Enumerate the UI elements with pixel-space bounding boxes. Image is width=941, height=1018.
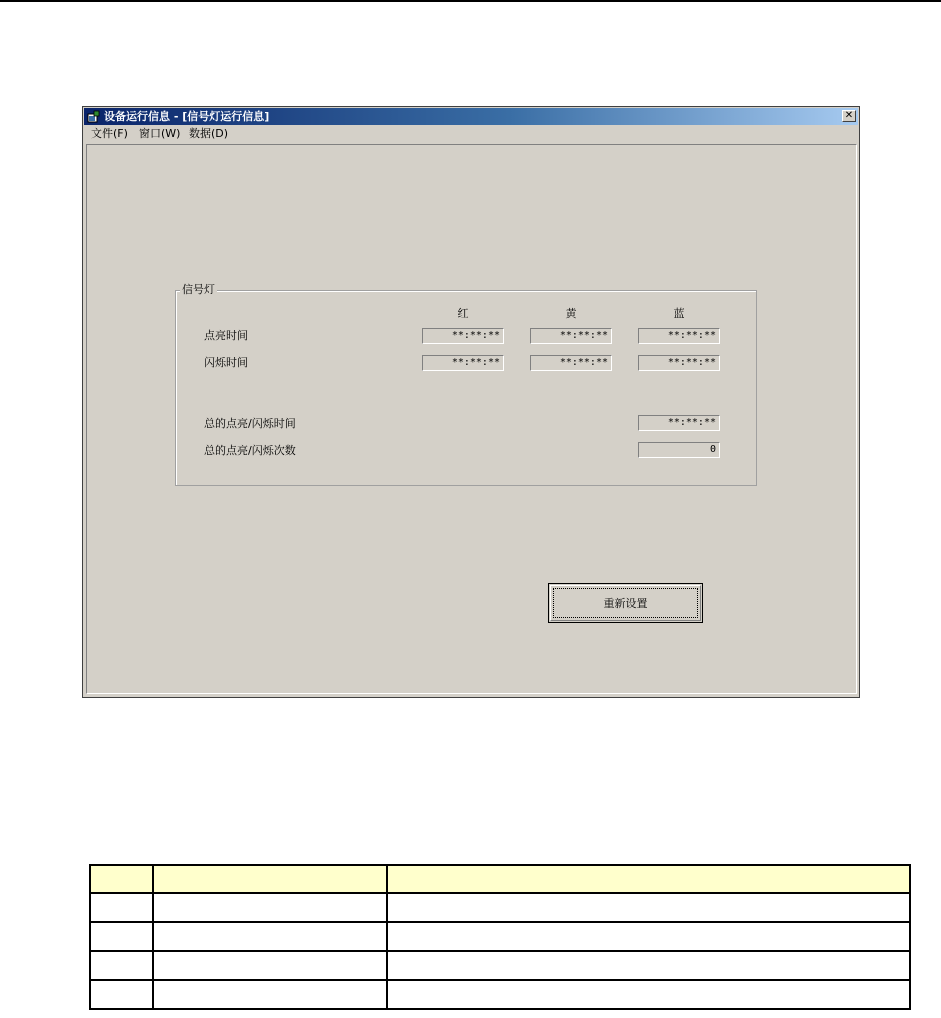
column-red: 红 xyxy=(457,307,469,320)
total-count-label: 总的点亮/闪烁次数 xyxy=(204,444,296,457)
total-count-field: 0 xyxy=(638,442,720,458)
total-time-field: **:**:** xyxy=(638,415,720,431)
info-table xyxy=(89,864,911,1010)
menu-file[interactable]: 文件(F) xyxy=(91,127,128,140)
blink-time-red-field: **:**:** xyxy=(422,355,504,371)
table-cell xyxy=(153,922,387,951)
table-cell xyxy=(387,980,910,1009)
table-cell xyxy=(90,922,153,951)
table-cell xyxy=(387,922,910,951)
window-title: 设备运行信息 - [信号灯运行信息] xyxy=(104,110,270,123)
table-row xyxy=(90,922,910,951)
menu-window[interactable]: 窗口(W) xyxy=(139,127,181,140)
table-header-cell xyxy=(387,865,910,893)
table-cell xyxy=(90,980,153,1009)
table-row xyxy=(90,980,910,1009)
table-cell xyxy=(153,951,387,980)
close-icon: ✕ xyxy=(844,110,854,121)
reset-button[interactable] xyxy=(548,583,703,623)
blink-time-yellow-field: **:**:** xyxy=(530,355,612,371)
table-cell xyxy=(153,893,387,922)
table-cell xyxy=(387,893,910,922)
total-time-label: 总的点亮/闪烁时间 xyxy=(204,417,296,430)
table-cell xyxy=(387,951,910,980)
table-header-row xyxy=(90,865,910,893)
close-button[interactable] xyxy=(842,110,856,122)
table-cell xyxy=(90,951,153,980)
table-row xyxy=(90,893,910,922)
table-cell xyxy=(90,893,153,922)
table-row xyxy=(90,951,910,980)
reset-button-label: 重新设置 xyxy=(553,588,698,618)
on-time-blue-field: **:**:** xyxy=(638,328,720,344)
table-header-cell xyxy=(90,865,153,893)
blink-time-label: 闪烁时间 xyxy=(204,356,248,369)
app-icon xyxy=(87,110,100,123)
on-time-red-field: **:**:** xyxy=(422,328,504,344)
menu-bar xyxy=(84,125,858,143)
menu-data[interactable]: 数据(D) xyxy=(189,127,229,140)
column-yellow: 黄 xyxy=(565,307,577,320)
on-time-label: 点亮时间 xyxy=(204,329,248,342)
column-blue: 蓝 xyxy=(673,307,685,320)
group-legend: 信号灯 xyxy=(182,283,215,296)
on-time-yellow-field: **:**:** xyxy=(530,328,612,344)
page-top-rule xyxy=(0,0,941,2)
blink-time-blue-field: **:**:** xyxy=(638,355,720,371)
title-bar[interactable] xyxy=(84,108,858,125)
table-cell xyxy=(153,980,387,1009)
table-header-cell xyxy=(153,865,387,893)
